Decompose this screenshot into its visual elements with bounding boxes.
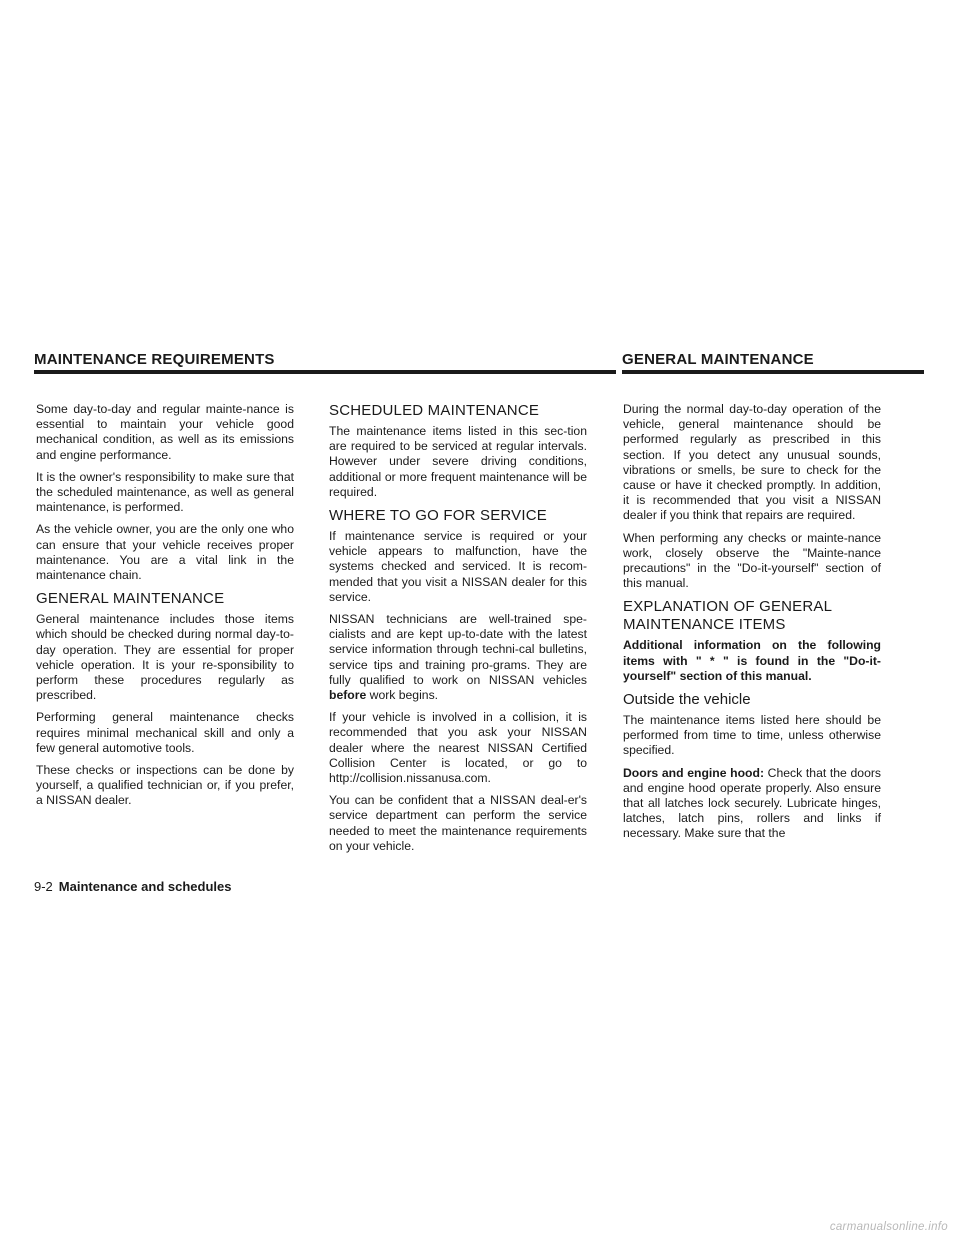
note-do-it-yourself: Additional information on the following items with " * " is found in the "Do-it-yourself" section of this manual. [623, 638, 881, 683]
text-run: Check that the doors and engine hood operate properly. Also ensure that all latches lock securely. Lubricate hinges, latches, latch pins, rollers and links if necessary. Make sure that the [623, 765, 881, 841]
watermark: carmanualsonline.info [829, 1221, 948, 1233]
paragraph: Some day-to-day and regular mainte-nance is essential to maintain your vehicle good mechanical condition, as well as its emissions and engine performance. [36, 402, 294, 462]
text-run: work begins. [366, 688, 439, 703]
column-3 [623, 402, 881, 849]
column-1 [36, 402, 294, 816]
paragraph [623, 766, 881, 842]
heading-scheduled-maintenance: SCHEDULED MAINTENANCE [329, 402, 540, 419]
column-2 [329, 402, 587, 861]
paragraph: It is the owner's responsibility to make sure that the scheduled maintenance, as well as general maintenance, is performed. [36, 469, 294, 515]
section-rule-left [34, 370, 616, 374]
paragraph: The maintenance items listed in this sec-tion are required to be serviced at regular intervals. However under severe driving conditions, additional or more frequent maintenance will be required. [329, 424, 587, 499]
heading-general-maintenance: GENERAL MAINTENANCE [36, 590, 225, 608]
paragraph: As the vehicle owner, you are the only one who can ensure that your vehicle receives proper maintenance. You are a vital link in the maintenance chain. [36, 522, 294, 583]
chapter-title: Maintenance and schedules [58, 879, 232, 894]
text-run: NISSAN technicians are well-trained spe-cialists and are kept up-to-date with the latest service information through techni-cal bulletins, service tips and training pro-grams. They are fully qualified to work on NISSAN vehicles [329, 612, 587, 687]
section-title-general-maintenance: GENERAL MAINTENANCE [622, 351, 814, 368]
emphasis-before: before [329, 688, 367, 703]
paragraph: These checks or inspections can be done by yourself, a qualified technician or, if you prefer, a NISSAN dealer. [36, 763, 294, 808]
paragraph: Performing general maintenance checks requires minimal mechanical skill and only a few general automotive tools. [36, 710, 294, 755]
section-rule-right [622, 370, 924, 374]
paragraph [329, 612, 587, 703]
paragraph: The maintenance items listed here should be performed from time to time, unless otherwise specified. [623, 713, 881, 758]
section-title-maintenance-requirements: MAINTENANCE REQUIREMENTS [34, 351, 275, 368]
heading-explanation-of-general-maintenance-items: EXPLANATION OF GENERAL MAINTENANCE ITEMS [623, 598, 832, 634]
page-number: 9-2 [34, 879, 53, 894]
paragraph: You can be confident that a NISSAN deal-er's service department can perform the service needed to meet the maintenance requirements on your vehicle. [329, 793, 587, 853]
paragraph: If your vehicle is involved in a collision, it is recommended that you ask your NISSAN dealer where the nearest NISSAN Certified Collision Center is located, or go to http://collision.nissanusa.com. [329, 710, 587, 786]
paragraph: General maintenance includes those items which should be checked during normal day-to-day operation. They are essential for proper vehicle operation. It is your re-sponsibility to perform these procedures regularly as prescribed. [36, 612, 294, 703]
page-footer [34, 879, 231, 894]
paragraph: When performing any checks or mainte-nance work, closely observe the "Mainte-nance precautions" in the "Do-it-yourself" section of this manual. [623, 530, 881, 591]
heading-outside-the-vehicle: Outside the vehicle [623, 691, 751, 709]
heading-where-to-go-for-service: WHERE TO GO FOR SERVICE [329, 507, 547, 525]
label-doors-and-engine-hood: Doors and engine hood: [623, 765, 765, 780]
paragraph: If maintenance service is required or your vehicle appears to malfunction, have the systems checked and serviced. It is recom-mended that you visit a NISSAN dealer for this service. [329, 529, 587, 604]
paragraph: During the normal day-to-day operation of the vehicle, general maintenance should be performed regularly as prescribed in this section. If you detect any unusual sounds, vibrations or smells, be sure to check for the cause or have it checked promptly. In addition, it is recommended that you visit a NISSAN dealer if you think that repairs are required. [623, 402, 881, 523]
